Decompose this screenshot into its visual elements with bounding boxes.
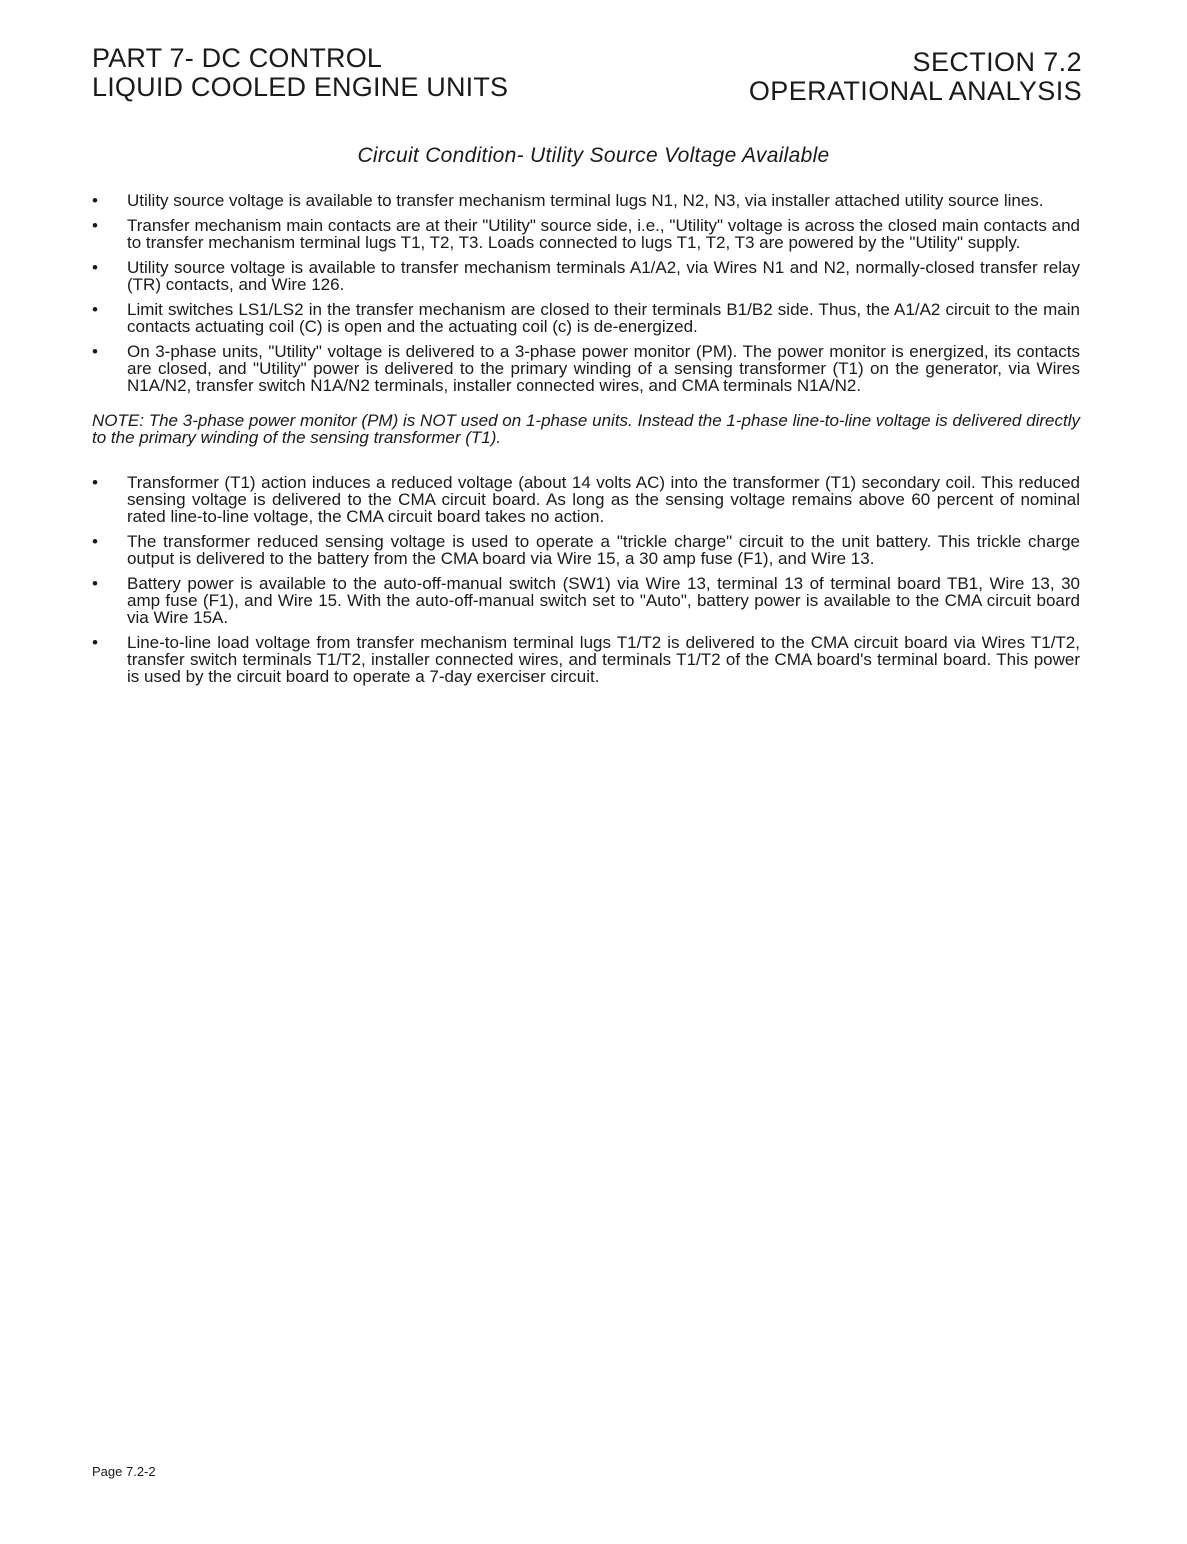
bullet-icon: • [92, 342, 98, 361]
page-number: Page 7.2-2 [92, 1464, 156, 1479]
bullet-icon: • [92, 473, 98, 492]
part-subtitle: LIQUID COOLED ENGINE UNITS [92, 72, 509, 102]
list-item-text: The transformer reduced sensing voltage is used to operate a "trickle charge" circuit to the unit battery. This trickle charge output is delivered to the battery from the CMA board via Wire 15, a 30 amp fuse (F1), and Wire 13. [127, 532, 1080, 568]
part-title: PART 7- DC CONTROL [92, 43, 383, 73]
list-item [92, 634, 1080, 685]
part-heading [92, 44, 508, 102]
list-item-text: Utility source voltage is available to transfer mechanism terminal lugs N1, N2, N3, via installer attached utility source lines. [127, 191, 1044, 210]
list-item-text: Line-to-line load voltage from transfer mechanism terminal lugs T1/T2 is delivered to the CMA circuit board via Wires T1/T2, transfer switch terminals T1/T2, installer connected wires, and terminals T1/T2 of the CMA board's terminal board. This power is used by the circuit board to operate a 7-day exerciser circuit. [127, 633, 1080, 686]
list-item [92, 343, 1080, 394]
circuit-condition-title: Circuit Condition- Utility Source Voltage Available [357, 144, 830, 167]
list-item [92, 301, 1080, 335]
section-heading [749, 48, 1082, 106]
page-header [92, 44, 1082, 108]
note-paragraph: NOTE: The 3-phase power monitor (PM) is NOT used on 1-phase units. Instead the 1-phase line-to-line voltage is delivered directly to the primary winding of the sensing transformer (T1). [92, 411, 1080, 447]
list-item [92, 192, 1080, 209]
list-item [92, 533, 1080, 567]
list-item [92, 575, 1080, 626]
bullet-icon: • [92, 633, 98, 652]
bullet-icon: • [92, 300, 98, 319]
list-item [92, 217, 1080, 251]
section-title: OPERATIONAL ANALYSIS [748, 76, 1082, 106]
document-body [92, 192, 1080, 693]
bullet-icon: • [92, 574, 98, 593]
list-item [92, 474, 1080, 525]
list-item-text: On 3-phase units, "Utility" voltage is delivered to a 3-phase power monitor (PM). The power monitor is energized, its contacts are closed, and "Utility" power is delivered to the primary winding of a sensing transformer (T1) on the generator, via Wires N1A/N2, transfer switch N1A/N2 terminals, installer connected wires, and CMA terminals N1A/N2. [127, 342, 1080, 395]
list-item-text: Limit switches LS1/LS2 in the transfer mechanism are closed to their terminals B1/B2 side. Thus, the A1/A2 circuit to the main contacts actuating coil (C) is open and the actuating coil (c) is de-energized. [127, 300, 1080, 336]
list-item [92, 259, 1080, 293]
list-item-text: Utility source voltage is available to transfer mechanism terminals A1/A2, via Wires N1 and N2, normally-closed transfer relay (TR) contacts, and Wire 126. [127, 258, 1080, 294]
section-number: SECTION 7.2 [912, 47, 1082, 77]
bullet-icon: • [92, 191, 98, 210]
list-item-text: Battery power is available to the auto-off-manual switch (SW1) via Wire 13, terminal 13 of terminal board TB1, Wire 13, 30 amp fuse (F1), and Wire 15. With the auto-off-manual switch set to "Auto", battery power is available to the CMA circuit board via Wire 15A. [127, 574, 1080, 627]
bullet-list-1 [92, 192, 1080, 394]
list-item-text: Transformer (T1) action induces a reduced voltage (about 14 volts AC) into the transformer (T1) secondary coil. This reduced sensing voltage is delivered to the CMA circuit board. As long as the sensing voltage remains above 60 percent of nominal rated line-to-line voltage, the CMA circuit board takes no action. [127, 473, 1080, 526]
bullet-icon: • [92, 258, 98, 277]
list-item-text: Transfer mechanism main contacts are at their "Utility" source side, i.e., "Utility" voltage is across the closed main contacts and to transfer mechanism terminal lugs T1, T2, T3. Loads connected to lugs T1, T2, T3 are powered by the "Utility" supply. [127, 216, 1080, 252]
bullet-list-2 [92, 474, 1080, 685]
bullet-icon: • [92, 216, 98, 235]
bullet-icon: • [92, 532, 98, 551]
